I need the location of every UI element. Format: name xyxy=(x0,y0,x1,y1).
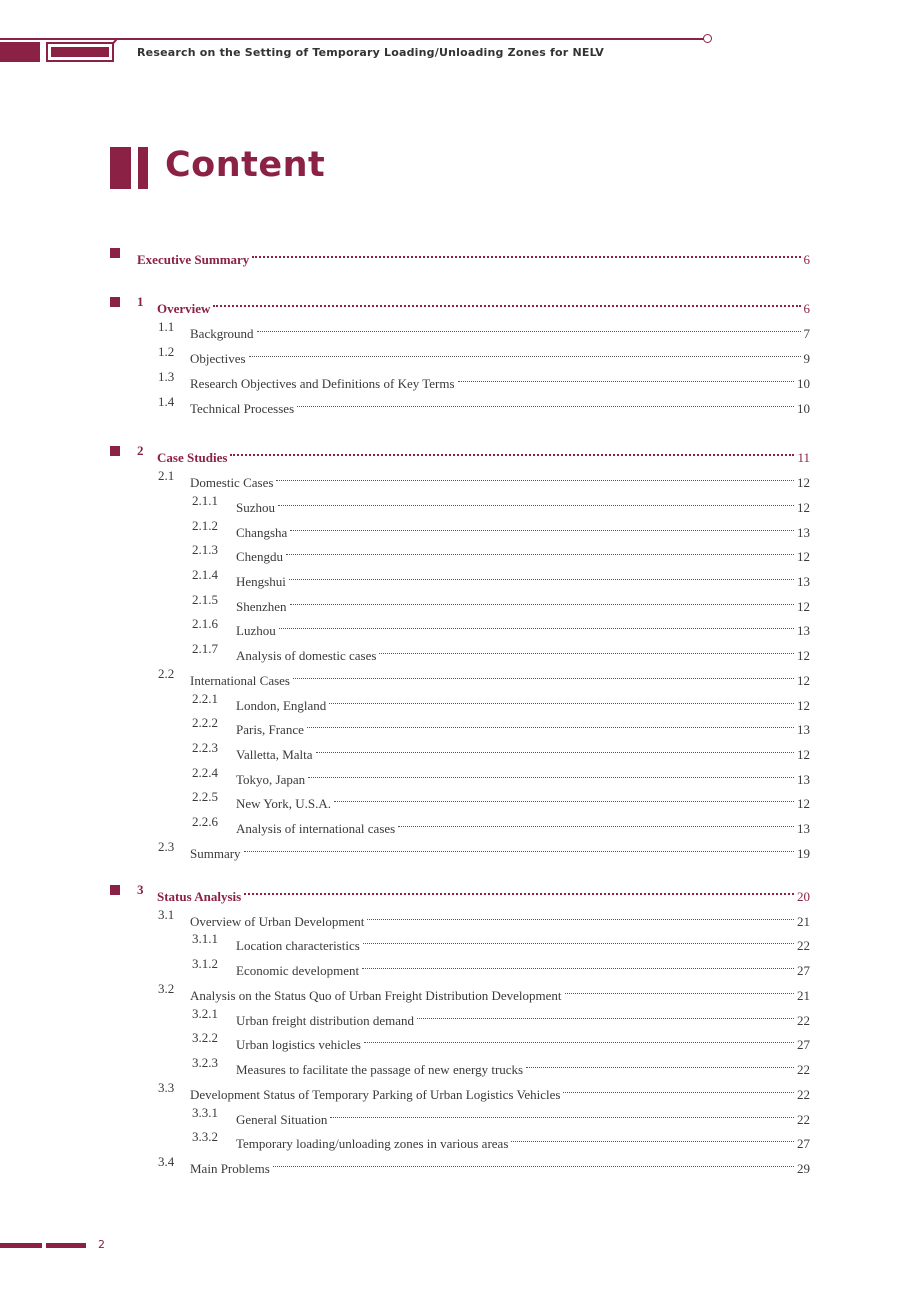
toc-page: 9 xyxy=(803,351,810,366)
toc-entry-executive-summary[interactable] xyxy=(0,242,920,267)
leader-dots xyxy=(458,366,794,388)
toc-label: International Cases xyxy=(190,673,290,688)
bullet-square-icon xyxy=(110,446,120,456)
leader-dots xyxy=(334,786,794,808)
toc-label: Domestic Cases xyxy=(190,475,274,490)
leader-dots xyxy=(563,1077,794,1099)
toc-page: 12 xyxy=(797,599,810,614)
toc-page: 22 xyxy=(797,938,810,953)
toc-entry-2-2-1[interactable] xyxy=(0,688,920,713)
toc-label: Analysis of domestic cases xyxy=(236,648,377,663)
subsection-number: 2.2.4 xyxy=(192,765,218,780)
page-number: 2 xyxy=(98,1238,105,1251)
bullet-square-icon xyxy=(110,297,120,307)
toc-page: 22 xyxy=(797,1112,810,1127)
toc-entry-3-2-1[interactable] xyxy=(0,1003,920,1028)
section-number: 1.4 xyxy=(158,394,175,409)
toc-page: 21 xyxy=(797,914,810,929)
toc-page: 12 xyxy=(797,648,810,663)
toc-page: 12 xyxy=(797,500,810,515)
leader-dots xyxy=(363,928,794,950)
leader-dots xyxy=(316,737,794,759)
toc-entry-2-2-6[interactable] xyxy=(0,811,920,836)
leader-dots xyxy=(565,978,794,1000)
toc-page: 12 xyxy=(797,549,810,564)
toc-label: Analysis of international cases xyxy=(236,821,396,836)
bullet-square-icon xyxy=(110,248,120,258)
toc-entry-2-2-3[interactable] xyxy=(0,737,920,762)
subsection-number: 2.2.1 xyxy=(192,691,218,706)
subsection-number: 3.2.3 xyxy=(192,1055,218,1070)
leader-dots xyxy=(289,564,794,586)
toc-entry-2-1-7[interactable] xyxy=(0,638,920,663)
leader-dots xyxy=(244,836,794,858)
toc-label: Economic development xyxy=(236,963,360,978)
leader-dots xyxy=(286,539,794,561)
section-number: 3.1 xyxy=(158,907,175,922)
section-number: 2.1 xyxy=(158,468,175,483)
toc-label: Technical Processes xyxy=(190,401,295,416)
section-number: 3.2 xyxy=(158,981,175,996)
toc-entry-3-3[interactable] xyxy=(0,1077,920,1102)
toc-page: 27 xyxy=(797,963,810,978)
toc-page: 12 xyxy=(797,673,810,688)
toc-page: 13 xyxy=(797,574,810,589)
toc-label: Main Problems xyxy=(190,1161,270,1176)
toc-label: Chengdu xyxy=(236,549,283,564)
leader-dots xyxy=(278,490,794,512)
header-rule-end-circle xyxy=(703,34,712,43)
toc-page: 10 xyxy=(797,401,810,416)
toc-page: 13 xyxy=(797,525,810,540)
leader-dots xyxy=(398,811,794,833)
page-title: Content xyxy=(165,145,326,185)
toc-page: 13 xyxy=(797,623,810,638)
leader-dots xyxy=(307,712,794,734)
subsection-number: 3.1.1 xyxy=(192,931,218,946)
toc-page: 12 xyxy=(797,698,810,713)
toc-label: Valletta, Malta xyxy=(236,747,313,762)
toc-page: 27 xyxy=(797,1037,810,1052)
toc-label: Overview xyxy=(157,301,211,316)
toc-label: Measures to facilitate the passage of new energy trucks xyxy=(236,1062,524,1077)
subsection-number: 2.2.6 xyxy=(192,814,218,829)
toc-page: 22 xyxy=(797,1087,810,1102)
subsection-number: 2.1.1 xyxy=(192,493,218,508)
toc-entry-3-1-2[interactable] xyxy=(0,953,920,978)
toc-page: 6 xyxy=(803,301,810,316)
subsection-number: 2.1.2 xyxy=(192,518,218,533)
toc-entry-2-1-5[interactable] xyxy=(0,589,920,614)
subsection-number: 3.2.1 xyxy=(192,1006,218,1021)
leader-dots xyxy=(308,762,794,784)
leader-dots xyxy=(367,904,794,926)
toc-page: 11 xyxy=(797,450,810,465)
toc-label: Temporary loading/unloading zones in various areas xyxy=(236,1136,509,1151)
subsection-number: 3.3.2 xyxy=(192,1129,218,1144)
title-accent-bar xyxy=(110,147,131,189)
toc-label: Status Analysis xyxy=(157,889,242,904)
toc-entry-2-1-1[interactable] xyxy=(0,490,920,515)
leader-dots xyxy=(257,316,801,338)
toc-page: 21 xyxy=(797,988,810,1003)
running-header-title: Research on the Setting of Temporary Loading/Unloading Zones for NELV xyxy=(137,46,604,59)
toc-label: Tokyo, Japan xyxy=(236,772,306,787)
subsection-number: 2.1.5 xyxy=(192,592,218,607)
toc-entry-chapter-3[interactable] xyxy=(0,879,920,904)
chapter-number: 1 xyxy=(137,294,144,309)
subsection-number: 3.2.2 xyxy=(192,1030,218,1045)
leader-dots xyxy=(273,1151,794,1173)
subsection-number: 3.1.2 xyxy=(192,956,218,971)
bullet-square-icon xyxy=(110,885,120,895)
header-slash-decoration xyxy=(112,40,134,64)
leader-dots xyxy=(249,341,801,363)
footer-accent-bar-secondary xyxy=(46,1243,86,1248)
leader-dots xyxy=(279,613,794,635)
header-accent-block xyxy=(0,42,40,62)
header-rule xyxy=(0,38,708,40)
toc-entry-3-2[interactable] xyxy=(0,978,920,1003)
toc-label: Luzhou xyxy=(236,623,276,638)
footer-accent-bar xyxy=(0,1243,42,1248)
toc-entry-2-2-4[interactable] xyxy=(0,762,920,787)
title-accent-bar-thin xyxy=(138,147,148,189)
toc-label: Summary xyxy=(190,846,241,861)
toc-page: 12 xyxy=(797,475,810,490)
toc-entry-2-3[interactable] xyxy=(0,836,920,861)
leader-dots xyxy=(362,953,794,975)
toc-entry-chapter-2[interactable] xyxy=(0,440,920,465)
section-number: 3.4 xyxy=(158,1154,175,1169)
leader-dots xyxy=(276,465,794,487)
subsection-number: 2.1.7 xyxy=(192,641,218,656)
subsection-number: 3.3.1 xyxy=(192,1105,218,1120)
section-number: 2.2 xyxy=(158,666,175,681)
leader-dots xyxy=(290,589,794,611)
chapter-number: 2 xyxy=(137,443,144,458)
toc-label: Suzhou xyxy=(236,500,275,515)
toc-entry-3-3-2[interactable] xyxy=(0,1126,920,1151)
toc-label: Executive Summary xyxy=(137,252,250,267)
toc-entry-3-2-3[interactable] xyxy=(0,1052,920,1077)
subsection-number: 2.1.6 xyxy=(192,616,218,631)
subsection-number: 2.1.3 xyxy=(192,542,218,557)
section-number: 1.2 xyxy=(158,344,175,359)
toc-label: Urban logistics vehicles xyxy=(236,1037,361,1052)
section-number: 3.3 xyxy=(158,1080,175,1095)
header-accent-frame xyxy=(46,42,114,62)
toc-label: Shenzhen xyxy=(236,599,287,614)
toc-page: 29 xyxy=(797,1161,810,1176)
leader-dots xyxy=(290,515,794,537)
toc-page: 22 xyxy=(797,1013,810,1028)
toc-entry-1-3[interactable] xyxy=(0,366,920,391)
toc-page: 13 xyxy=(797,821,810,836)
toc-entry-3-1[interactable] xyxy=(0,904,920,929)
leader-dots xyxy=(526,1052,794,1074)
toc-label: General Situation xyxy=(236,1112,328,1127)
leader-dots xyxy=(297,391,794,413)
toc-label: Hengshui xyxy=(236,574,286,589)
chapter-number: 3 xyxy=(137,882,144,897)
toc-entry-3-1-1[interactable] xyxy=(0,928,920,953)
toc-page: 22 xyxy=(797,1062,810,1077)
leader-dots xyxy=(379,638,794,660)
subsection-number: 2.1.4 xyxy=(192,567,218,582)
toc-entry-2-1-6[interactable] xyxy=(0,613,920,638)
leader-dots xyxy=(330,1102,794,1124)
toc-page: 13 xyxy=(797,722,810,737)
toc-page: 13 xyxy=(797,772,810,787)
toc-entry-1-2[interactable] xyxy=(0,341,920,366)
section-number: 2.3 xyxy=(158,839,175,854)
toc-entry-chapter-1[interactable] xyxy=(0,291,920,316)
toc-label: Background xyxy=(190,326,254,341)
subsection-number: 2.2.5 xyxy=(192,789,218,804)
toc-entry-3-3-1[interactable] xyxy=(0,1102,920,1127)
toc-entry-2-1[interactable] xyxy=(0,465,920,490)
toc-entry-3-4[interactable] xyxy=(0,1151,920,1176)
subsection-number: 2.2.2 xyxy=(192,715,218,730)
toc-label: Case Studies xyxy=(157,450,228,465)
toc-page: 12 xyxy=(797,747,810,762)
toc-page: 19 xyxy=(797,846,810,861)
leader-dots xyxy=(293,663,794,685)
toc-entry-2-1-4[interactable] xyxy=(0,564,920,589)
toc-label: Changsha xyxy=(236,525,288,540)
toc-page: 12 xyxy=(797,796,810,811)
toc-entry-1-4[interactable] xyxy=(0,391,920,416)
toc-page: 6 xyxy=(803,252,810,267)
toc-label: Objectives xyxy=(190,351,246,366)
toc-label: Analysis on the Status Quo of Urban Freight Distribution Development xyxy=(190,988,562,1003)
leader-dots xyxy=(244,879,794,901)
toc-label: New York, U.S.A. xyxy=(236,796,331,811)
leader-dots xyxy=(511,1126,794,1148)
toc-entry-2-1-3[interactable] xyxy=(0,539,920,564)
section-number: 1.3 xyxy=(158,369,175,384)
toc-label: London, England xyxy=(236,698,327,713)
toc-page: 7 xyxy=(803,326,810,341)
toc-entry-2-2-2[interactable] xyxy=(0,712,920,737)
toc-label: Paris, France xyxy=(236,722,304,737)
subsection-number: 2.2.3 xyxy=(192,740,218,755)
toc-page: 20 xyxy=(797,889,810,904)
leader-dots xyxy=(213,291,800,313)
toc-label: Overview of Urban Development xyxy=(190,914,365,929)
leader-dots xyxy=(230,440,794,462)
leader-dots xyxy=(364,1027,794,1049)
toc-label: Development Status of Temporary Parking of Urban Logistics Vehicles xyxy=(190,1087,561,1102)
toc-entry-1-1[interactable] xyxy=(0,316,920,341)
leader-dots xyxy=(252,242,800,264)
toc-page: 27 xyxy=(797,1136,810,1151)
toc-page: 10 xyxy=(797,376,810,391)
toc-label: Location characteristics xyxy=(236,938,360,953)
toc-entry-2-1-2[interactable] xyxy=(0,515,920,540)
toc-label: Urban freight distribution demand xyxy=(236,1013,414,1028)
section-number: 1.1 xyxy=(158,319,175,334)
toc-entry-2-2[interactable] xyxy=(0,663,920,688)
leader-dots xyxy=(417,1003,794,1025)
toc-entry-3-2-2[interactable] xyxy=(0,1027,920,1052)
leader-dots xyxy=(329,688,794,710)
toc-label: Research Objectives and Definitions of Key Terms xyxy=(190,376,455,391)
toc-entry-2-2-5[interactable] xyxy=(0,786,920,811)
